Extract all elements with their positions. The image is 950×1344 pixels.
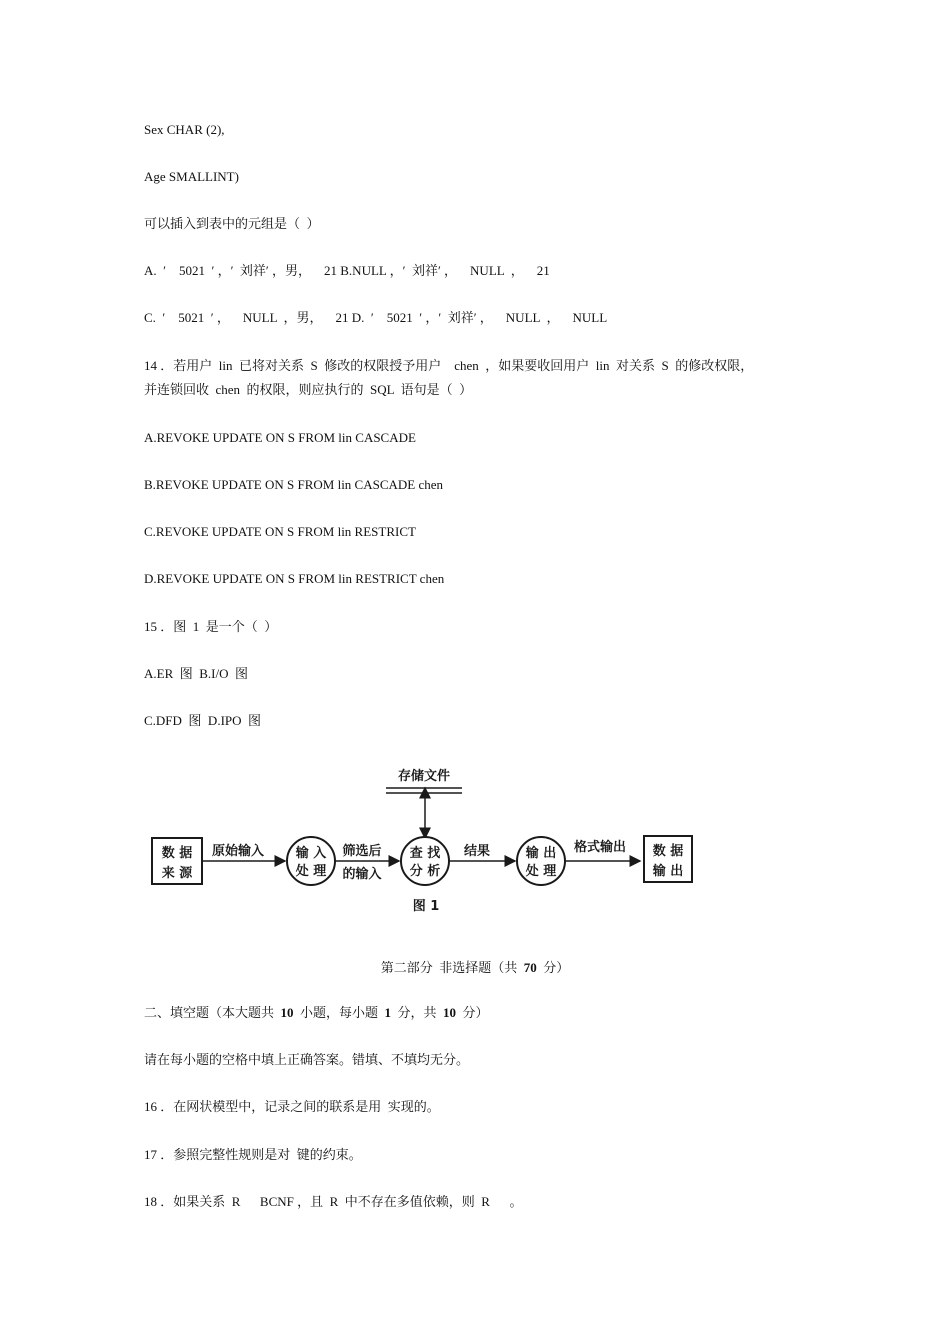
flow-label-raw-input: 原始输入 bbox=[211, 844, 265, 859]
question-16: 16 ．在网状模型中，记录之间的联系是用 实现的。 bbox=[144, 1099, 440, 1114]
sink-label-2: 输 出 bbox=[652, 864, 684, 879]
question-17: 17 ．参照完整性规则是对 键的约束。 bbox=[144, 1147, 362, 1162]
option-14a: A.REVOKE UPDATE ON S FROM lin CASCADE bbox=[144, 430, 416, 445]
search-process-label-1: 查 找 bbox=[409, 846, 441, 861]
text-line: Sex CHAR (2), bbox=[144, 122, 225, 137]
question-15: 15 ．图 1 是一个（ ） bbox=[144, 619, 278, 634]
section-two-heading: 二、填空题（本大题共 10 小题，每小题 1 分，共 10 分） bbox=[144, 1005, 489, 1020]
text-line: Age SMALLINT) bbox=[144, 169, 239, 184]
option-14c: C.REVOKE UPDATE ON S FROM lin RESTRICT bbox=[144, 524, 416, 539]
input-process-label-2: 处 理 bbox=[295, 864, 327, 879]
question-14-line1: 14 ．若用户 lin 已将对关系 S 修改的权限授予用户 chen ，如果要收回用户 lin 对关系 S 的修改权限， bbox=[144, 358, 754, 373]
flow-label-formatted-output: 格式输出 bbox=[573, 840, 627, 855]
option-15cd: C.DFD 图 D.IPO 图 bbox=[144, 713, 262, 728]
figure-caption: 图 1 bbox=[412, 899, 440, 914]
input-process-label-1: 输 入 bbox=[295, 846, 327, 861]
instructions: 请在每小题的空格中填上正确答案。错填、不填均无分。 bbox=[144, 1052, 470, 1067]
search-process-label-2: 分 析 bbox=[409, 864, 441, 879]
source-label-2: 来 源 bbox=[161, 866, 193, 881]
question-14-line2: 并连锁回收 chen 的权限，则应执行的 SQL 语句是（ ） bbox=[144, 382, 473, 397]
flow-label-filtered-1: 筛选后 bbox=[342, 844, 382, 859]
question-18: 18 ．如果关系 R BCNF ，且 R 中不存在多值依赖，则 R 。 bbox=[144, 1194, 523, 1209]
option-line-ab: A. ′ 5021 ′ ，′ 刘祥′ ，男， 21 B.NULL ，′ 刘祥′ ， NULL ， 21 bbox=[144, 263, 550, 278]
output-process-label-1: 输 出 bbox=[525, 846, 557, 861]
source-label-1: 数 据 bbox=[161, 846, 193, 861]
flow-label-filtered-2: 的输入 bbox=[342, 867, 382, 882]
flow-label-result: 结果 bbox=[463, 844, 491, 859]
sink-label-1: 数 据 bbox=[652, 844, 684, 859]
option-line-cd: C. ′ 5021 ′ ， NULL ，男， 21 D. ′ 5021 ′ ，′ 刘祥′ ， NULL ， NULL bbox=[144, 310, 608, 325]
data-flow-diagram bbox=[140, 760, 710, 920]
option-14d: D.REVOKE UPDATE ON S FROM lin RESTRICT chen bbox=[144, 571, 445, 586]
output-process-label-2: 处 理 bbox=[525, 864, 557, 879]
part-two-heading: 第二部分 非选择题（共 70 分） bbox=[380, 960, 570, 975]
store-label: 存储文件 bbox=[397, 769, 451, 784]
text-line: 可以插入到表中的元组是（ ） bbox=[144, 216, 320, 231]
option-14b: B.REVOKE UPDATE ON S FROM lin CASCADE chen bbox=[144, 477, 444, 492]
option-15ab: A.ER 图 B.I/O 图 bbox=[144, 666, 249, 681]
